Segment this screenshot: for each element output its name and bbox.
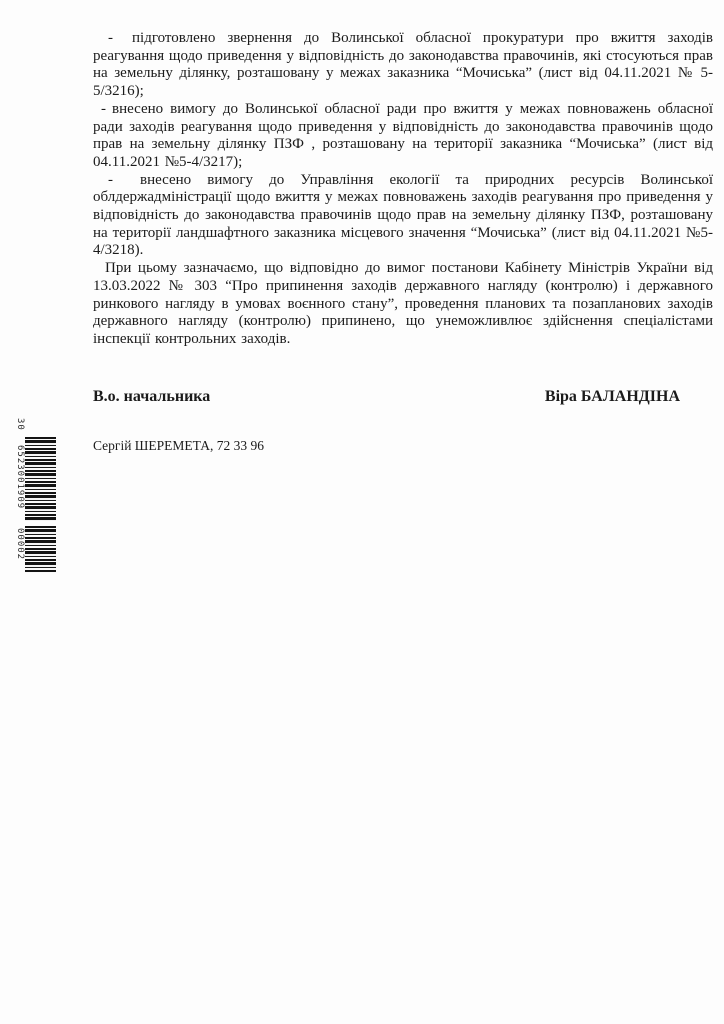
executor-line: Сергій ШЕРЕМЕТА, 72 33 96 xyxy=(93,438,264,453)
paragraph-martial-law-note xyxy=(93,260,713,349)
barcode-bottom-digits: 00002 xyxy=(15,528,25,561)
paragraph-text: внесено вимогу до Управління екології та природних ресурсів Волинської облдержадміністрації щодо вжиття у межах повноважень заходів реагування про приведення у відповідність до законодавства правочинів щодо прав на земельну ділянку ПЗФ, розташовану на території ландшафтного заказника місцевого значення “Мочиська” (лист від 04.11.2021 №5-4/3218). xyxy=(93,171,713,259)
dash-marker: - xyxy=(108,171,113,188)
signature-block xyxy=(93,388,713,406)
paragraph-text: При цьому зазначаємо, що відповідно до вимог постанови Кабінету Міністрів України від 13.03.2022 № 303 “Про припинення заходів державного нагляду (контролю) і державного ринкового нагляду в умовах воєнного стану”, проведення планових та позапланових заходів державного нагляду (контролю) припинено, що унеможливлює здійснення спеціалістами інспекції контрольних заходів. xyxy=(93,260,713,347)
signature-name: Віра БАЛАНДІНА xyxy=(544,388,680,405)
document-body xyxy=(93,30,713,349)
paragraph-regional-council-demand xyxy=(93,101,713,172)
dash-marker: - xyxy=(108,30,113,46)
signature-position-title: В.о. начальника xyxy=(93,388,211,405)
barcode-main-bars xyxy=(25,437,56,521)
dash-marker: - xyxy=(101,100,106,117)
paragraph-text: внесено вимогу до Волинської обласної ради про вжиття у межах повноважень обласної ради заходів реагування щодо приведення у відповідність до законодавства правочинів щодо прав на земельну ділянку ПЗФ , розташовану на території заказника “Мочиська” (лист від 04.11.2021 №5-4/3217); xyxy=(93,100,713,170)
paragraph-ecology-department-demand xyxy=(93,172,713,261)
barcode-bottom-bars xyxy=(25,526,56,573)
paragraph-prosecutor-appeal xyxy=(93,30,713,101)
barcode-top-digits: 30 xyxy=(15,418,25,431)
barcode-main-digits: 6523001909 xyxy=(15,445,25,510)
paragraph-text: підготовлено звернення до Волинської обласної прокуратури про вжиття заходів реагування щодо приведення у відповідність до законодавства правочинів, які стосуються прав на земельну ділянку, розташовану у межах заказника “Мочиська” (лист від 04.11.2021 № 5-5/3216); xyxy=(93,30,713,100)
vertical-barcode xyxy=(14,418,58,574)
